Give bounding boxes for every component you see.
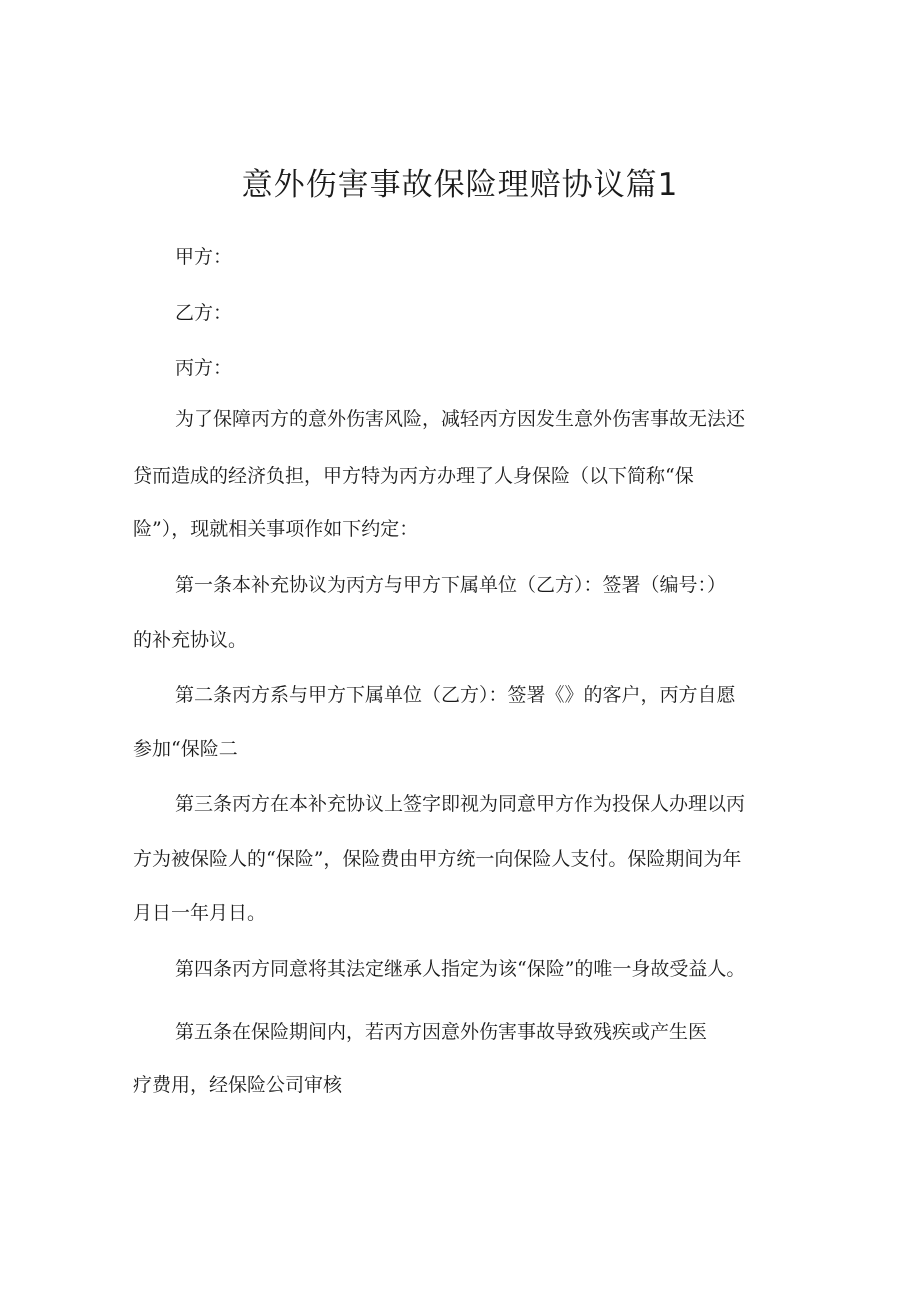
- intro-line-2: 贷而造成的经济负担，甲方特为丙方办理了人身保险（以下简称“保: [133, 465, 694, 487]
- document-title: 意外伤害事故保险理赔协议篇1: [241, 167, 679, 203]
- party-b-label: 乙方：: [175, 302, 233, 324]
- article-2-line-2: 参加“保险二: [133, 738, 238, 760]
- intro-line-1: 为了保障丙方的意外伤害风险，减轻丙方因发生意外伤害事故无法还: [175, 408, 746, 430]
- article-1-line-2: 的补充协议。: [133, 629, 248, 651]
- party-c-label: 丙方：: [175, 357, 233, 379]
- article-5-line-1: 第五条在保险期间内，若丙方因意外伤害事故导致残疾或产生医: [175, 1021, 708, 1043]
- article-2-line-1: 第二条丙方系与甲方下属单位（乙方）：签署《》的客户，丙方自愿: [175, 684, 736, 706]
- article-3-line-2: 方为被保险人的“保险”，保险费由甲方统一向保险人支付。保险期间为年: [133, 848, 742, 870]
- intro-line-3: 险”），现就相关事项作如下约定：: [133, 518, 419, 540]
- article-3-line-1: 第三条丙方在本补充协议上签字即视为同意甲方作为投保人办理以丙: [175, 793, 746, 815]
- article-4-line-1: 第四条丙方同意将其法定继承人指定为该“保险”的唯一身故受益人。: [175, 958, 746, 980]
- article-1-line-1: 第一条本补充协议为丙方与甲方下属单位（乙方）：签署（编号：）: [175, 574, 727, 596]
- article-5-line-2: 疗费用，经保险公司审核: [133, 1074, 343, 1096]
- party-a-label: 甲方：: [175, 246, 233, 268]
- article-3-line-3: 月日一年月日。: [133, 902, 267, 924]
